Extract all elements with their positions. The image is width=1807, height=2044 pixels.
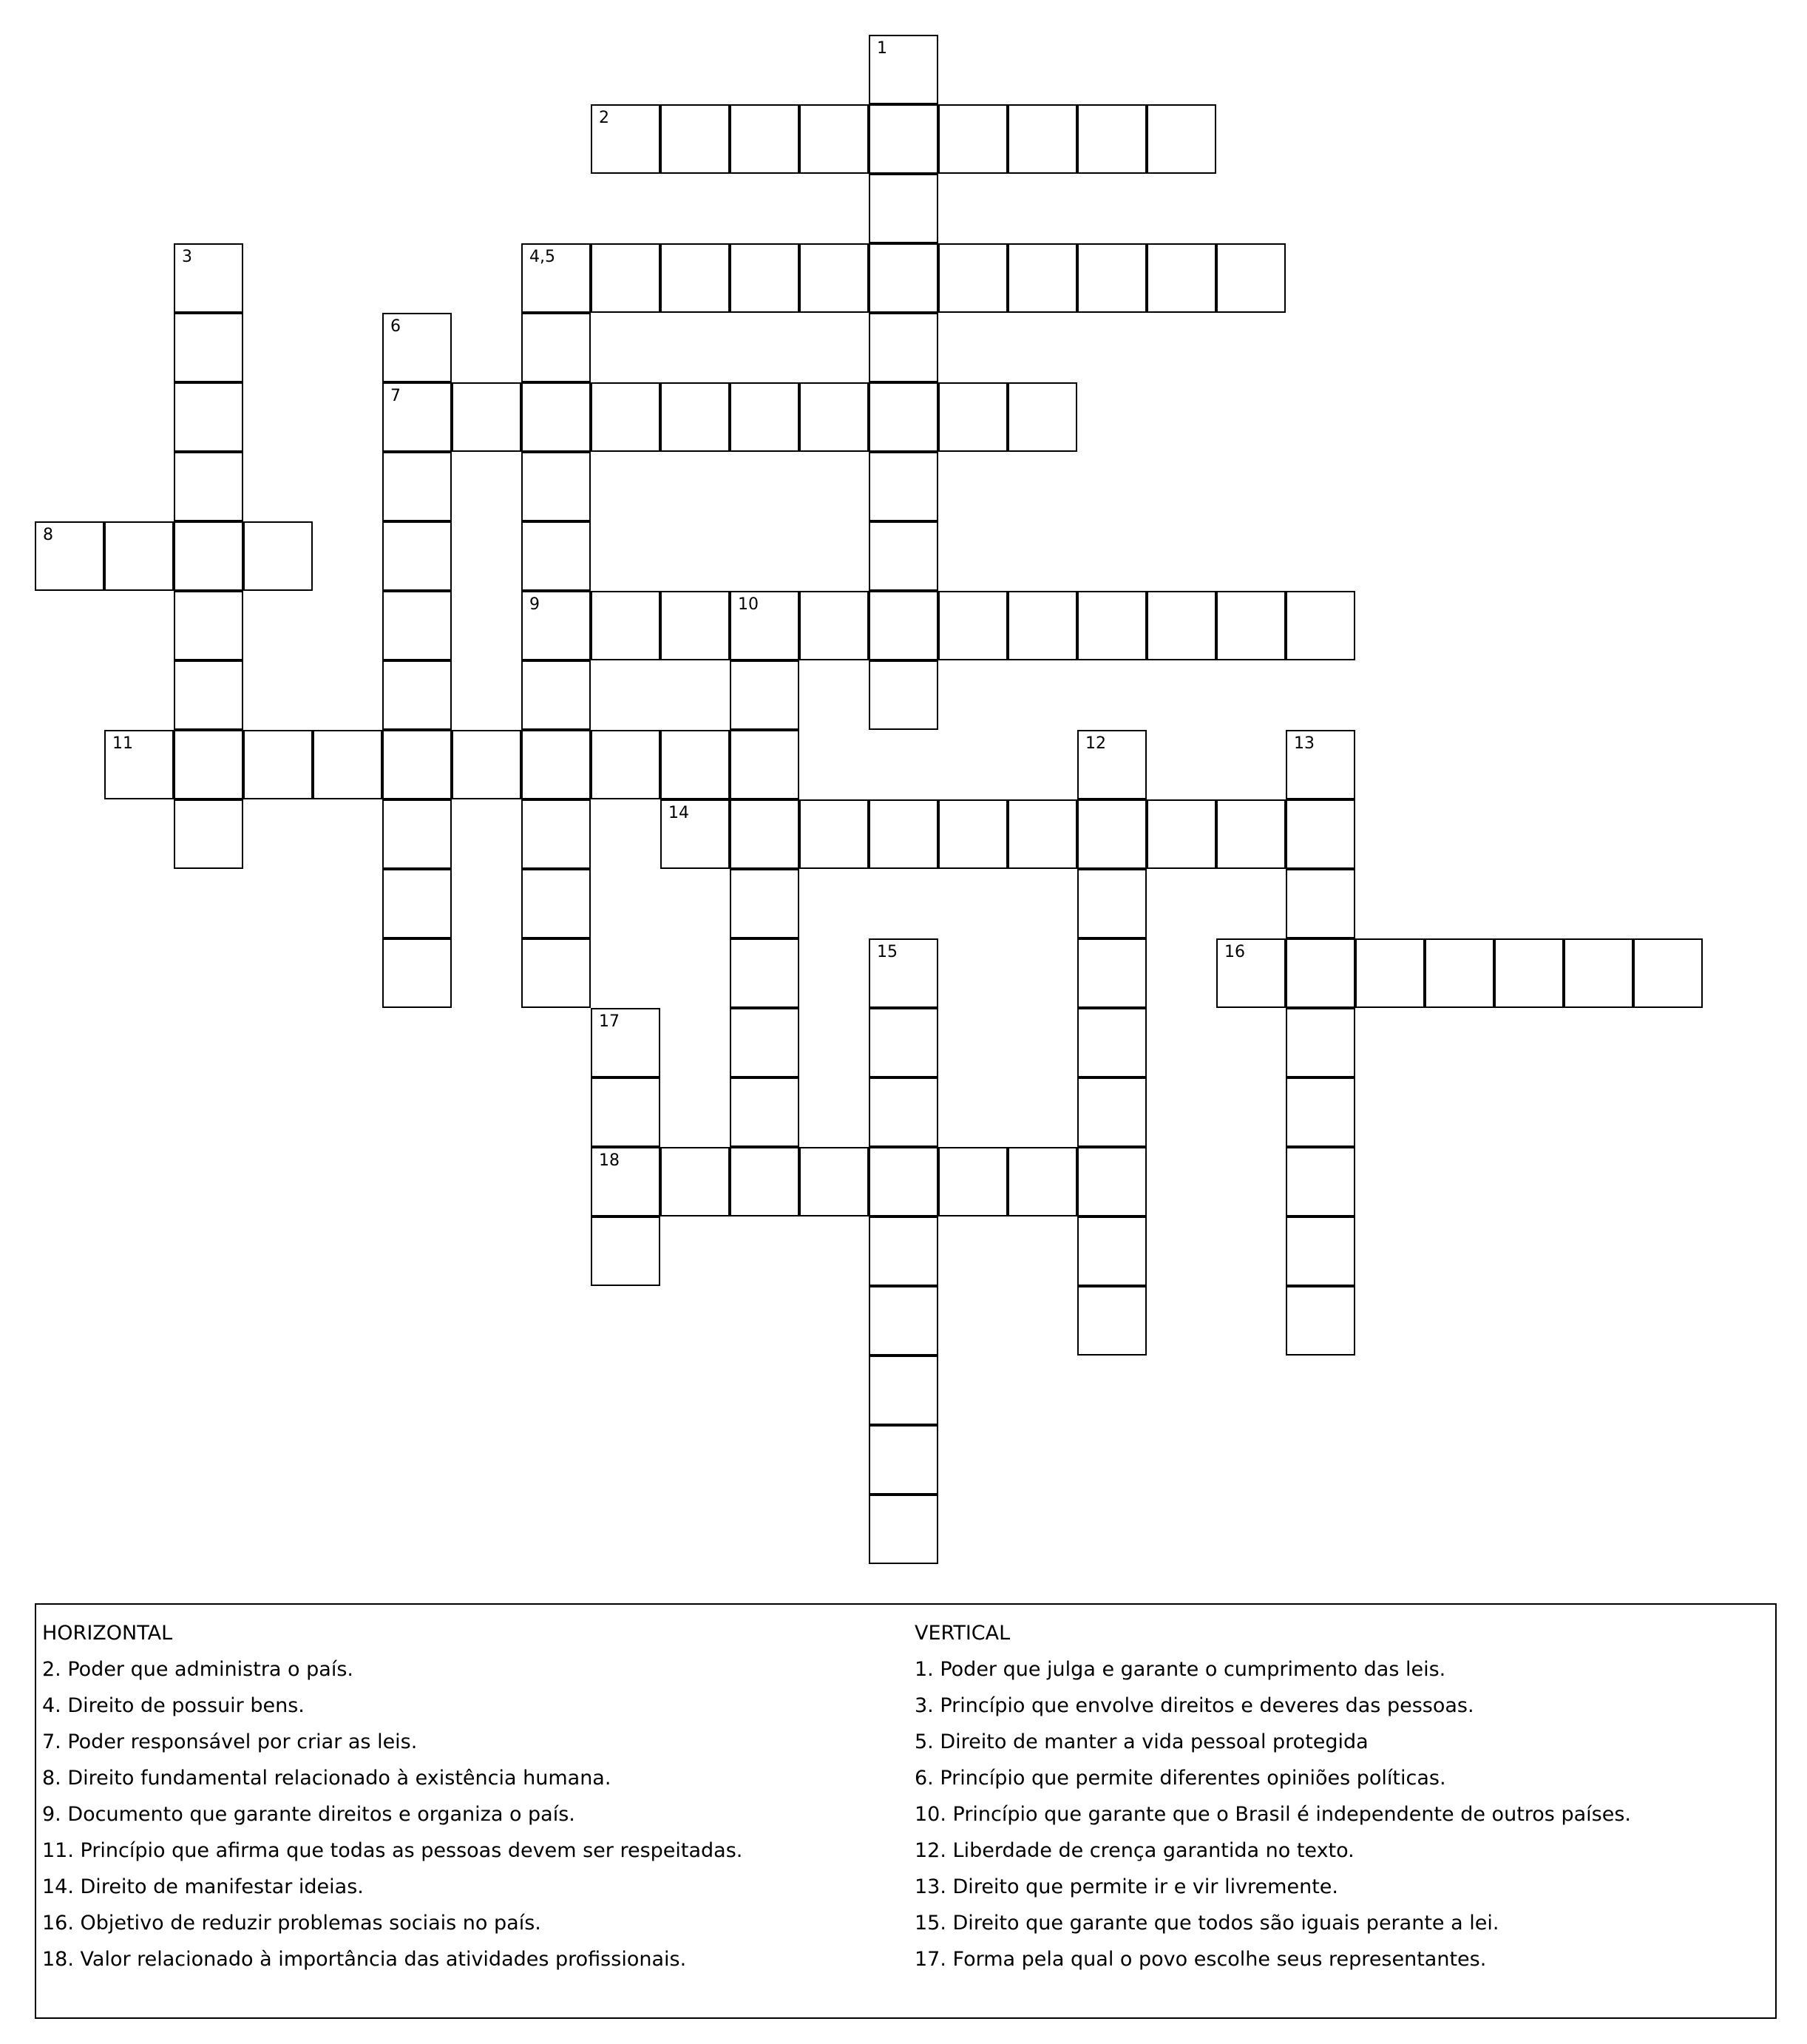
crossword-cell[interactable] xyxy=(313,730,382,799)
crossword-cell[interactable] xyxy=(591,1147,660,1216)
clue-horizontal-14: 14. Direito de manifestar ideias. xyxy=(42,1875,364,1898)
clue-number: 7 xyxy=(390,387,401,405)
crossword-cell[interactable] xyxy=(382,313,452,382)
clue-number: 12 xyxy=(1085,734,1106,753)
crossword-cell[interactable] xyxy=(869,35,938,104)
clue-horizontal-4: 4. Direito de possuir bens. xyxy=(42,1694,305,1717)
crossword-cell[interactable] xyxy=(521,869,591,938)
crossword-cell[interactable] xyxy=(174,382,243,452)
crossword-cell[interactable] xyxy=(869,243,938,313)
vertical-clues xyxy=(915,1615,1631,1977)
crossword-cell[interactable] xyxy=(869,1286,938,1356)
crossword-cell[interactable] xyxy=(730,730,799,799)
crossword-cell[interactable] xyxy=(1147,591,1216,660)
clue-horizontal-2: 2. Poder que administra o país. xyxy=(42,1658,353,1681)
crossword-cell[interactable] xyxy=(591,1077,660,1147)
crossword-cell[interactable] xyxy=(730,382,799,452)
crossword-cell[interactable] xyxy=(799,243,869,313)
clue-vertical-12: 12. Liberdade de crença garantida no texto. xyxy=(915,1839,1355,1862)
clue-number: 17 xyxy=(599,1012,620,1031)
crossword-cell[interactable] xyxy=(799,1147,869,1216)
crossword-cell[interactable] xyxy=(799,382,869,452)
crossword-cell[interactable] xyxy=(1077,1216,1147,1286)
crossword-cell[interactable] xyxy=(660,730,730,799)
clue-horizontal-9: 9. Documento que garante direitos e organiza o país. xyxy=(42,1803,575,1826)
crossword-cell[interactable] xyxy=(521,730,591,799)
crossword-cell[interactable] xyxy=(660,243,730,313)
crossword-cell[interactable] xyxy=(1147,104,1216,174)
crossword-cell[interactable] xyxy=(799,104,869,174)
crossword-cell[interactable] xyxy=(869,452,938,521)
clue-vertical-15: 15. Direito que garante que todos são iguais perante a lei. xyxy=(915,1912,1499,1935)
crossword-cell[interactable] xyxy=(174,799,243,869)
crossword-cell[interactable] xyxy=(660,382,730,452)
crossword-cell[interactable] xyxy=(591,591,660,660)
crossword-cell[interactable] xyxy=(730,938,799,1008)
crossword-cell[interactable] xyxy=(1008,799,1077,869)
crossword-cell[interactable] xyxy=(1077,730,1147,799)
crossword-cell[interactable] xyxy=(243,730,313,799)
clue-number: 4,5 xyxy=(529,248,555,266)
crossword-cell[interactable] xyxy=(1494,938,1564,1008)
crossword-cell[interactable] xyxy=(730,660,799,730)
crossword-cell[interactable] xyxy=(382,730,452,799)
crossword-cell[interactable] xyxy=(869,799,938,869)
crossword-cell[interactable] xyxy=(521,521,591,591)
crossword-cell[interactable] xyxy=(174,313,243,382)
crossword-cell[interactable] xyxy=(869,174,938,243)
clue-number: 1 xyxy=(877,39,887,58)
crossword-cell[interactable] xyxy=(869,521,938,591)
crossword-cell[interactable] xyxy=(174,521,243,591)
clue-horizontal-18: 18. Valor relacionado à importância das atividades profissionais. xyxy=(42,1948,687,1971)
crossword-cell[interactable] xyxy=(660,591,730,660)
crossword-cell[interactable] xyxy=(1077,1008,1147,1077)
clue-horizontal-8: 8. Direito fundamental relacionado à existência humana. xyxy=(42,1767,611,1790)
crossword-cell[interactable] xyxy=(1077,1286,1147,1356)
crossword-cell[interactable] xyxy=(869,1356,938,1425)
clues-box xyxy=(35,1603,1777,2019)
crossword-cell[interactable] xyxy=(730,243,799,313)
crossword-cell[interactable] xyxy=(591,243,660,313)
crossword-cell[interactable] xyxy=(382,938,452,1008)
clue-vertical-13: 13. Direito que permite ir e vir livremente. xyxy=(915,1875,1338,1898)
crossword-cell[interactable] xyxy=(869,1425,938,1495)
crossword-cell[interactable] xyxy=(1564,938,1633,1008)
crossword-cell[interactable] xyxy=(660,799,730,869)
crossword-cell[interactable] xyxy=(799,799,869,869)
crossword-cell[interactable] xyxy=(1147,799,1216,869)
clue-horizontal-11: 11. Princípio que afirma que todas as pessoas devem ser respeitadas. xyxy=(42,1839,743,1862)
crossword-cell[interactable] xyxy=(1008,591,1077,660)
clue-number: 2 xyxy=(599,109,609,127)
crossword-cell[interactable] xyxy=(1008,1147,1077,1216)
crossword-cell[interactable] xyxy=(382,452,452,521)
crossword-cell[interactable] xyxy=(1286,869,1355,938)
crossword-cell[interactable] xyxy=(243,521,313,591)
crossword-cell[interactable] xyxy=(1286,1286,1355,1356)
crossword-cell[interactable] xyxy=(382,660,452,730)
clue-number: 9 xyxy=(529,595,540,614)
crossword-cell[interactable] xyxy=(869,660,938,730)
crossword-cell[interactable] xyxy=(1355,938,1425,1008)
crossword-cell[interactable] xyxy=(1216,938,1286,1008)
crossword-cell[interactable] xyxy=(869,1216,938,1286)
crossword-cell[interactable] xyxy=(1216,243,1286,313)
clue-number: 11 xyxy=(112,734,133,753)
clue-number: 6 xyxy=(390,317,401,336)
crossword-cell[interactable] xyxy=(660,1147,730,1216)
crossword-cell[interactable] xyxy=(1286,730,1355,799)
crossword-cell[interactable] xyxy=(730,591,799,660)
crossword-cell[interactable] xyxy=(35,521,104,591)
clue-vertical-5: 5. Direito de manter a vida pessoal protegida xyxy=(915,1730,1369,1753)
crossword-cell[interactable] xyxy=(382,382,452,452)
crossword-cell[interactable] xyxy=(1286,799,1355,869)
crossword-cell[interactable] xyxy=(382,869,452,938)
crossword-cell[interactable] xyxy=(799,591,869,660)
crossword-cell[interactable] xyxy=(1425,938,1494,1008)
clue-number: 3 xyxy=(182,248,192,266)
crossword-cell[interactable] xyxy=(1077,104,1147,174)
crossword-cell[interactable] xyxy=(452,382,521,452)
crossword-cell[interactable] xyxy=(521,313,591,382)
clue-number: 18 xyxy=(599,1151,620,1170)
crossword-cell[interactable] xyxy=(174,660,243,730)
clue-horizontal-16: 16. Objetivo de reduzir problemas sociais no país. xyxy=(42,1912,541,1935)
crossword-cell[interactable] xyxy=(938,104,1008,174)
crossword-cell[interactable] xyxy=(1216,799,1286,869)
crossword-cell[interactable] xyxy=(660,104,730,174)
crossword-cell[interactable] xyxy=(730,104,799,174)
crossword-cell[interactable] xyxy=(521,452,591,521)
crossword-cell[interactable] xyxy=(730,799,799,869)
crossword-cell[interactable] xyxy=(1008,382,1077,452)
crossword-cell[interactable] xyxy=(382,591,452,660)
crossword-cell[interactable] xyxy=(521,591,591,660)
crossword-cell[interactable] xyxy=(591,382,660,452)
crossword-cell[interactable] xyxy=(1077,243,1147,313)
crossword-cell[interactable] xyxy=(869,1008,938,1077)
clue-number: 13 xyxy=(1294,734,1315,753)
crossword-cell[interactable] xyxy=(1008,104,1077,174)
crossword-cell[interactable] xyxy=(452,730,521,799)
crossword-cell[interactable] xyxy=(730,1077,799,1147)
crossword-cell[interactable] xyxy=(1077,938,1147,1008)
crossword-cell[interactable] xyxy=(591,104,660,174)
crossword-cell[interactable] xyxy=(869,938,938,1008)
crossword-cell[interactable] xyxy=(1077,591,1147,660)
horizontal-heading: HORIZONTAL xyxy=(42,1622,173,1645)
crossword-cell[interactable] xyxy=(869,1077,938,1147)
crossword-cell[interactable] xyxy=(1077,799,1147,869)
crossword-cell[interactable] xyxy=(382,521,452,591)
crossword-cell[interactable] xyxy=(869,313,938,382)
crossword-cell[interactable] xyxy=(591,1216,660,1286)
crossword-cell[interactable] xyxy=(1286,938,1355,1008)
crossword-cell[interactable] xyxy=(730,1008,799,1077)
crossword-cell[interactable] xyxy=(1286,1147,1355,1216)
crossword-cell[interactable] xyxy=(174,730,243,799)
crossword-cell[interactable] xyxy=(938,799,1008,869)
clue-vertical-10: 10. Princípio que garante que o Brasil é independente de outros países. xyxy=(915,1803,1631,1826)
crossword-cell[interactable] xyxy=(1286,1008,1355,1077)
crossword-cell[interactable] xyxy=(730,869,799,938)
clue-vertical-1: 1. Poder que julga e garante o cumprimento das leis. xyxy=(915,1658,1446,1681)
crossword-cell[interactable] xyxy=(174,591,243,660)
crossword-cell[interactable] xyxy=(1286,591,1355,660)
crossword-cell[interactable] xyxy=(869,591,938,660)
crossword-cell[interactable] xyxy=(521,243,591,313)
crossword-cell[interactable] xyxy=(521,938,591,1008)
crossword-cell[interactable] xyxy=(521,660,591,730)
crossword-cell[interactable] xyxy=(104,521,174,591)
clue-vertical-6: 6. Princípio que permite diferentes opiniões políticas. xyxy=(915,1767,1446,1790)
crossword-cell[interactable] xyxy=(521,382,591,452)
crossword-cell[interactable] xyxy=(104,730,174,799)
crossword-cell[interactable] xyxy=(938,591,1008,660)
crossword-cell[interactable] xyxy=(869,1495,938,1564)
clue-number: 16 xyxy=(1224,943,1245,961)
horizontal-clues xyxy=(42,1615,742,1977)
crossword-cell[interactable] xyxy=(1286,1216,1355,1286)
crossword-cell[interactable] xyxy=(1633,938,1703,1008)
crossword-cell[interactable] xyxy=(174,452,243,521)
clue-vertical-17: 17. Forma pela qual o povo escolhe seus representantes. xyxy=(915,1948,1487,1971)
crossword-cell[interactable] xyxy=(1077,1147,1147,1216)
crossword-cell[interactable] xyxy=(938,243,1008,313)
crossword-cell[interactable] xyxy=(382,799,452,869)
clue-number: 8 xyxy=(43,526,53,544)
crossword-cell[interactable] xyxy=(938,382,1008,452)
crossword-cell[interactable] xyxy=(1147,243,1216,313)
crossword-cell[interactable] xyxy=(1077,1077,1147,1147)
crossword-cell[interactable] xyxy=(1008,243,1077,313)
crossword-cell[interactable] xyxy=(1216,591,1286,660)
clue-horizontal-7: 7. Poder responsável por criar as leis. xyxy=(42,1730,418,1753)
clue-number: 15 xyxy=(877,943,898,961)
crossword-cell[interactable] xyxy=(869,382,938,452)
vertical-heading: VERTICAL xyxy=(915,1622,1011,1645)
crossword-cell[interactable] xyxy=(938,1147,1008,1216)
crossword-cell[interactable] xyxy=(1286,1077,1355,1147)
clue-vertical-3: 3. Princípio que envolve direitos e deveres das pessoas. xyxy=(915,1694,1474,1717)
crossword-cell[interactable] xyxy=(730,1147,799,1216)
crossword-cell[interactable] xyxy=(869,1147,938,1216)
crossword-cell[interactable] xyxy=(174,243,243,313)
crossword-cell[interactable] xyxy=(869,104,938,174)
crossword-cell[interactable] xyxy=(1077,869,1147,938)
clue-number: 14 xyxy=(668,804,689,822)
clue-number: 10 xyxy=(738,595,759,614)
crossword-cell[interactable] xyxy=(591,730,660,799)
crossword-cell[interactable] xyxy=(591,1008,660,1077)
crossword-cell[interactable] xyxy=(521,799,591,869)
